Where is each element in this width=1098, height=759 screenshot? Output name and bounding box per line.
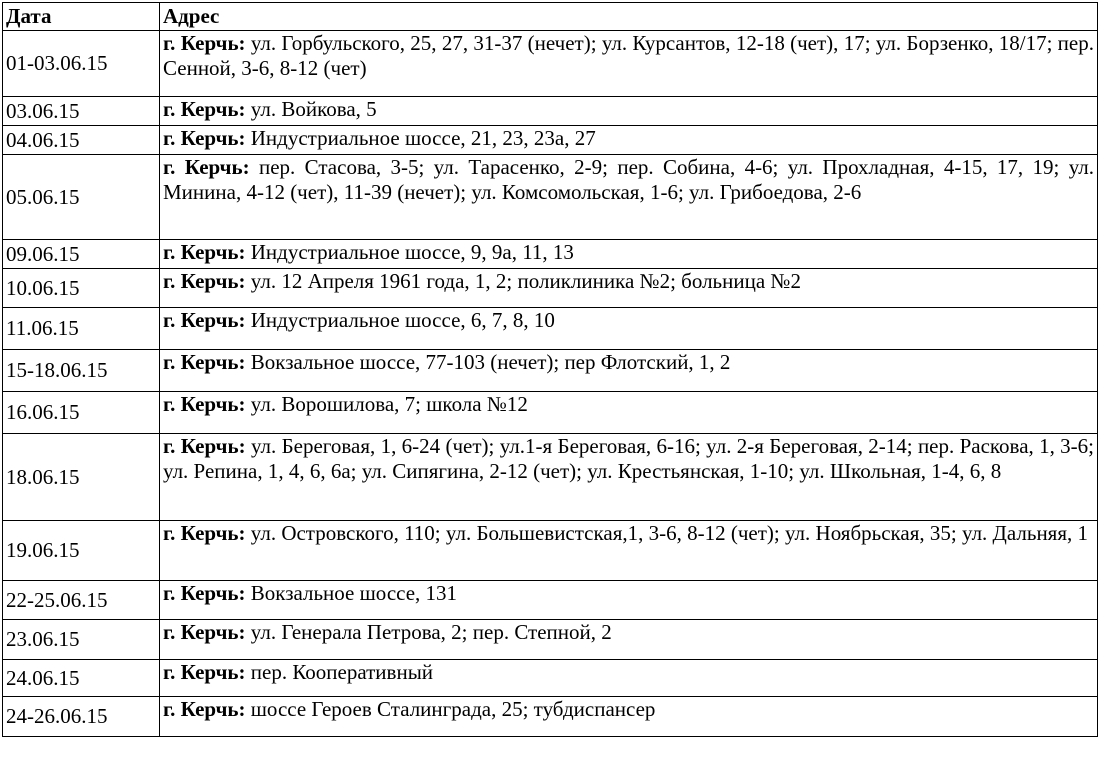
address-text: Индустриальное шоссе, 9, 9а, 11, 13 (250, 240, 574, 264)
city-label: г. Керчь: (163, 308, 246, 332)
city-label: г. Керчь: (163, 521, 246, 545)
table-row (3, 697, 1098, 737)
table-row (3, 269, 1098, 308)
address-text: ул. Береговая, 1, 6-24 (чет); ул.1-я Береговая, 6-16; ул. 2-я Береговая, 2-14; пер. Раскова, 1, 3-6; ул. Репина, 1, 4, 6, 6а; ул. Сипягина, 2-12 (чет); ул. Крестьянская, 1-10; ул. Школьная, 1-4, 6, 8 (163, 434, 1095, 483)
table-row (3, 392, 1098, 434)
city-label: г. Керчь: (163, 350, 246, 374)
date-cell: 10.06.15 (3, 269, 160, 308)
address-text: ул. Ворошилова, 7; школа №12 (250, 392, 528, 416)
table-row (3, 660, 1098, 697)
table-row (3, 31, 1098, 97)
address-text: Вокзальное шоссе, 131 (250, 581, 458, 605)
city-label: г. Керчь: (163, 155, 250, 179)
address-text: ул. Горбульского, 25, 27, 31-37 (нечет); ул. Курсантов, 12-18 (чет), 17; ул. Борзенко, 18/17; пер. Сенной, 3-6, 8-12 (чет) (163, 31, 1094, 80)
address-cell (160, 697, 1098, 737)
table-row (3, 434, 1098, 521)
address-cell (160, 240, 1098, 269)
date-cell: 09.06.15 (3, 240, 160, 269)
city-label: г. Керчь: (163, 697, 246, 721)
address-cell (160, 31, 1098, 97)
table-row (3, 126, 1098, 155)
date-column-header: Дата (3, 3, 160, 31)
table-row (3, 240, 1098, 269)
date-cell: 19.06.15 (3, 521, 160, 581)
city-label: г. Керчь: (163, 620, 246, 644)
table-row (3, 308, 1098, 350)
table-row (3, 97, 1098, 126)
address-text: Вокзальное шоссе, 77-103 (нечет); пер Флотский, 1, 2 (250, 350, 731, 374)
schedule-table (2, 2, 1098, 737)
address-cell (160, 350, 1098, 392)
address-cell (160, 126, 1098, 155)
city-label: г. Керчь: (163, 581, 246, 605)
address-text: пер. Стасова, 3-5; ул. Тарасенко, 2-9; пер. Собина, 4-6; ул. Прохладная, 4-15, 17, 19; ул. Минина, 4-12 (чет), 11-39 (нечет); ул. Комсомольская, 1-6; ул. Грибоедова, 2-6 (163, 155, 1095, 204)
date-cell: 18.06.15 (3, 434, 160, 521)
address-cell (160, 620, 1098, 660)
address-text: пер. Кооперативный (250, 660, 434, 684)
table-row (3, 581, 1098, 620)
date-cell: 04.06.15 (3, 126, 160, 155)
date-cell: 05.06.15 (3, 155, 160, 240)
address-cell (160, 155, 1098, 240)
address-cell (160, 581, 1098, 620)
address-cell (160, 660, 1098, 697)
date-cell: 23.06.15 (3, 620, 160, 660)
table-row (3, 155, 1098, 240)
city-label: г. Керчь: (163, 240, 246, 264)
address-text: ул. Войкова, 5 (250, 97, 377, 121)
address-text: шоссе Героев Сталинграда, 25; тубдиспансер (250, 697, 656, 721)
table-row (3, 350, 1098, 392)
date-cell: 24-26.06.15 (3, 697, 160, 737)
address-text: ул. Островского, 110; ул. Большевистская,1, 3-6, 8-12 (чет); ул. Ноябрьская, 35; ул. Дальняя, 1 (250, 521, 1088, 545)
city-label: г. Керчь: (163, 126, 246, 150)
address-cell (160, 97, 1098, 126)
address-text: Индустриальное шоссе, 6, 7, 8, 10 (250, 308, 555, 332)
city-label: г. Керчь: (163, 660, 246, 684)
date-cell: 22-25.06.15 (3, 581, 160, 620)
date-cell: 03.06.15 (3, 97, 160, 126)
table-row (3, 620, 1098, 660)
address-cell (160, 521, 1098, 581)
table-body (3, 31, 1098, 737)
date-cell: 15-18.06.15 (3, 350, 160, 392)
header-row (3, 3, 1098, 31)
city-label: г. Керчь: (163, 97, 246, 121)
address-text: ул. 12 Апреля 1961 года, 1, 2; поликлиника №2; больница №2 (250, 269, 801, 293)
address-cell (160, 434, 1098, 521)
city-label: г. Керчь: (163, 31, 246, 55)
date-cell: 24.06.15 (3, 660, 160, 697)
table-row (3, 521, 1098, 581)
date-cell: 16.06.15 (3, 392, 160, 434)
city-label: г. Керчь: (163, 392, 246, 416)
address-cell (160, 392, 1098, 434)
address-cell (160, 308, 1098, 350)
address-column-header: Адрес (160, 3, 1098, 31)
address-cell (160, 269, 1098, 308)
date-cell: 01-03.06.15 (3, 31, 160, 97)
date-cell: 11.06.15 (3, 308, 160, 350)
city-label: г. Керчь: (163, 434, 246, 458)
address-text: Индустриальное шоссе, 21, 23, 23а, 27 (250, 126, 596, 150)
city-label: г. Керчь: (163, 269, 246, 293)
address-text: ул. Генерала Петрова, 2; пер. Степной, 2 (250, 620, 612, 644)
